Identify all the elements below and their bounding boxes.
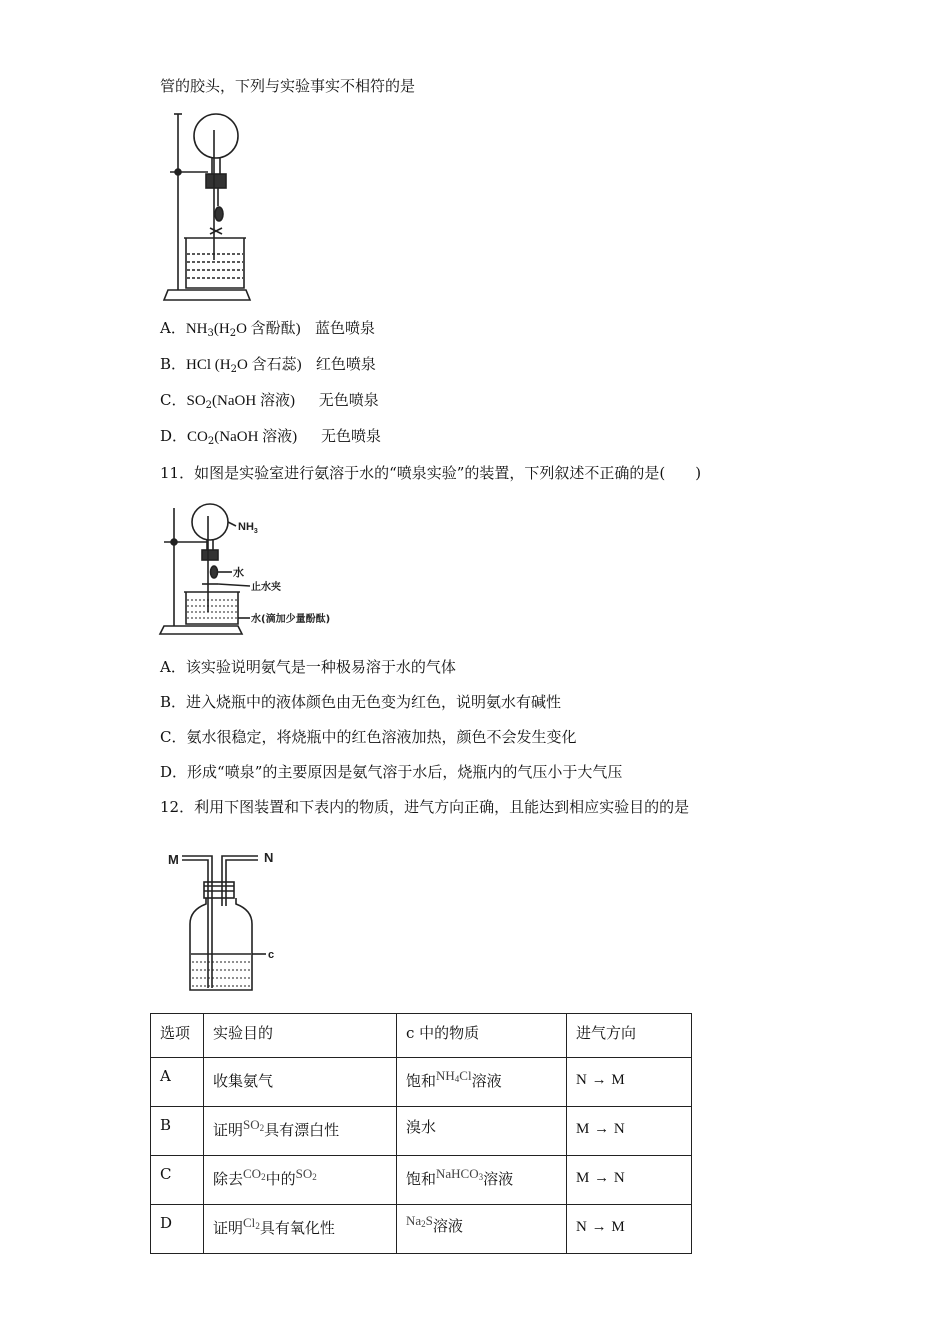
cell-direction — [567, 1058, 692, 1107]
header-option: 选项 — [151, 1014, 204, 1058]
formula-tail: Cl — [459, 1068, 472, 1083]
substance-suffix: 溶液 — [483, 1170, 514, 1188]
formula-main: Cl — [243, 1215, 256, 1230]
q11-option-c: C．氨水很稳定，将烧瓶中的红色溶液加热，颜色不会发生变化 — [160, 728, 577, 746]
option-result: 红色喷泉 — [315, 355, 376, 373]
dir-from: M — [576, 1170, 590, 1186]
goal-text: 收集氨气 — [213, 1072, 274, 1090]
goal-text: 具有氧化性 — [259, 1219, 335, 1237]
formula: O 含石蕊) — [237, 357, 302, 373]
cell-direction — [567, 1107, 692, 1156]
q12-options-table — [150, 1013, 692, 1254]
substance-suffix: 溶液 — [471, 1072, 502, 1090]
table-row — [151, 1156, 692, 1205]
goal-text: 证明 — [213, 1219, 244, 1237]
substance-text: 饱和 — [406, 1072, 437, 1090]
q11-stem: 11．如图是实验室进行氨溶于水的“喷泉实验”的装置，下列叙述不正确的是( ) — [160, 464, 702, 482]
q10-option-b — [160, 354, 376, 380]
q10-apparatus-figure — [160, 110, 255, 302]
cell-option: D — [151, 1205, 204, 1254]
subscript: 2 — [229, 328, 237, 339]
q11-option-b: B．进入烧瓶中的液体颜色由无色变为红色，说明氨水有碱性 — [160, 693, 562, 711]
q11-apparatus-figure — [158, 500, 348, 640]
formula-main: SO — [243, 1117, 260, 1132]
table-row — [151, 1205, 692, 1254]
q12-gas-bottle-figure — [162, 846, 287, 998]
label-trough: 水(滴加少量酚酞) — [251, 614, 331, 625]
formula-sub: 2 — [312, 1172, 317, 1182]
subscript: 2 — [230, 364, 237, 375]
cell-substance — [397, 1107, 567, 1156]
subscript: 2 — [205, 400, 213, 411]
substance-text: 溴水 — [406, 1118, 437, 1136]
substance-formula — [436, 1068, 472, 1083]
label-c: c — [268, 949, 275, 961]
cell-goal — [204, 1058, 397, 1107]
formula-main: NH — [436, 1068, 455, 1083]
ammonia-fountain-drawing — [158, 500, 348, 640]
label-water: 水 — [233, 566, 244, 579]
arrow-icon: → — [591, 1072, 607, 1088]
cell-direction — [567, 1205, 692, 1254]
q11-option-a: A．该实验说明氨气是一种极易溶于水的气体 — [160, 658, 456, 676]
formula-main: SO — [295, 1166, 313, 1181]
cell-goal — [204, 1205, 397, 1254]
cell-option: C — [151, 1156, 204, 1205]
label-nh3 — [238, 521, 258, 535]
goal-formula — [243, 1117, 264, 1132]
formula: HCl (H — [186, 357, 231, 373]
arrow-icon: → — [594, 1121, 610, 1137]
q10-option-d — [160, 426, 381, 452]
formula-sub: 3 — [478, 1172, 484, 1182]
arrow-icon: → — [594, 1170, 610, 1186]
dir-to: N — [613, 1170, 625, 1186]
formula-sub: 2 — [255, 1221, 260, 1231]
cell-option: A — [151, 1058, 204, 1107]
formula-tail: S — [425, 1213, 433, 1228]
dir-from: M — [576, 1121, 590, 1137]
option-letter: C． — [160, 391, 187, 409]
q10-stem: 管的胶头，下列与实验事实不相符的是 — [160, 77, 416, 95]
cell-substance — [397, 1205, 567, 1254]
goal-formula-2 — [296, 1166, 317, 1181]
q12-stem: 12．利用下图装置和下表内的物质，进气方向正确，且能达到相应实验目的的是 — [160, 798, 690, 816]
cell-direction — [567, 1156, 692, 1205]
formula-sub: 2 — [259, 1123, 265, 1133]
header-goal: 实验目的 — [204, 1014, 397, 1058]
goal-formula — [243, 1166, 266, 1181]
goal-text: 中的 — [265, 1170, 296, 1188]
formula-sub: 2 — [421, 1219, 426, 1229]
formula: NH — [185, 321, 208, 337]
formula: O 含酚酞) — [236, 321, 301, 337]
label-clamp: 止水夹 — [251, 582, 281, 593]
fountain-apparatus-drawing — [160, 110, 255, 302]
option-letter: A． — [160, 319, 186, 337]
subscript: 2 — [207, 436, 215, 447]
dir-to: M — [611, 1072, 625, 1088]
dir-to: N — [613, 1121, 625, 1137]
dir-to: M — [611, 1219, 625, 1235]
goal-formula — [243, 1215, 260, 1230]
q10-option-c — [160, 390, 379, 416]
cell-goal — [204, 1107, 397, 1156]
goal-text: 除去 — [213, 1170, 244, 1188]
q10-option-a — [160, 318, 375, 344]
label-m: M — [168, 852, 179, 867]
option-result: 蓝色喷泉 — [314, 319, 375, 337]
subscript: 3 — [207, 328, 214, 339]
substance-text: 饱和 — [406, 1170, 437, 1188]
substance-suffix: 溶液 — [432, 1217, 463, 1235]
formula: CO — [187, 429, 208, 445]
formula-main: Na — [406, 1213, 422, 1228]
option-result: 无色喷泉 — [321, 427, 382, 445]
label-nh3-sub: 3 — [253, 528, 258, 535]
formula: (NaOH 溶液) — [212, 393, 295, 409]
option-letter: B． — [160, 355, 187, 373]
formula-sub: 4 — [454, 1074, 460, 1084]
header-direction: 进气方向 — [567, 1014, 692, 1058]
substance-formula — [436, 1166, 483, 1181]
goal-text: 具有漂白性 — [264, 1121, 340, 1139]
dir-from: N — [576, 1219, 587, 1235]
formula-main: CO — [243, 1166, 262, 1181]
goal-text: 证明 — [213, 1121, 244, 1139]
cell-substance — [397, 1156, 567, 1205]
dir-from: N — [576, 1072, 587, 1088]
cell-option: B — [151, 1107, 204, 1156]
cell-goal — [204, 1156, 397, 1205]
formula-main: NaHCO — [436, 1166, 479, 1181]
option-letter: D． — [160, 427, 188, 445]
arrow-icon: → — [591, 1219, 607, 1235]
table-row — [151, 1058, 692, 1107]
q11-option-d: D．形成“喷泉”的主要原因是氨气溶于水后，烧瓶内的气压小于大气压 — [160, 763, 623, 781]
table-row — [151, 1107, 692, 1156]
table-header-row — [151, 1014, 692, 1058]
label-nh3-text: NH — [238, 521, 254, 533]
formula: (H — [213, 321, 230, 337]
option-result: 无色喷泉 — [318, 391, 379, 409]
header-substance: c 中的物质 — [397, 1014, 567, 1058]
formula: SO — [186, 393, 206, 409]
formula: (NaOH 溶液) — [214, 429, 298, 445]
cell-substance — [397, 1058, 567, 1107]
substance-formula — [406, 1213, 433, 1228]
formula-sub: 2 — [261, 1172, 266, 1182]
label-n: N — [264, 850, 274, 865]
gas-washing-bottle-drawing — [162, 846, 287, 998]
